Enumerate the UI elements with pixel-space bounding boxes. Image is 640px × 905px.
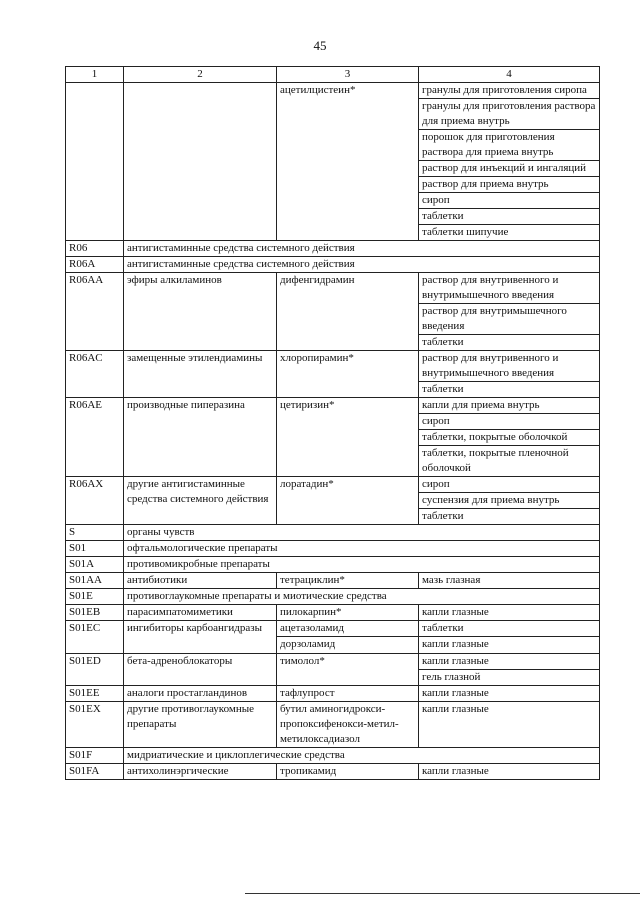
drug-name: лоратадин* (280, 478, 334, 490)
drug-forms (419, 83, 599, 240)
dosage-form: капли глазные (422, 703, 489, 715)
table-row (66, 702, 600, 748)
drug-list (277, 764, 418, 779)
dosage-form: раствор для приема внутрь (419, 176, 599, 192)
table-row (66, 573, 600, 589)
table-row (66, 257, 600, 273)
atc-code-cell: R06AA (66, 273, 124, 351)
drug-list (277, 398, 418, 476)
dosage-form: таблетки (419, 334, 599, 350)
drug-forms (419, 764, 599, 779)
form-list (419, 83, 599, 240)
dosage-form: суспензия для приема внутрь (419, 492, 599, 508)
table-row (66, 557, 600, 573)
table-row (66, 477, 600, 525)
dosage-form: таблетки (419, 208, 599, 224)
form-list (419, 273, 599, 350)
column-number-4: 4 (419, 67, 600, 83)
table-row (66, 605, 600, 621)
drug-name: тетрациклин* (280, 574, 345, 586)
atc-code-cell: S01ED (66, 654, 124, 686)
drug-forms (419, 573, 599, 588)
atc-code-cell: S01FA (66, 764, 124, 780)
table-row (66, 654, 600, 686)
drug-forms (419, 273, 599, 350)
drug-forms (419, 702, 599, 747)
atc-code-cell: S01EC (66, 621, 124, 654)
group-name-cell: противоглаукомные препараты и миотические средства (124, 589, 600, 605)
dosage-form: таблетки шипучие (419, 224, 599, 240)
group-name-cell: антибиотики (124, 573, 277, 589)
drug-list (277, 654, 418, 685)
drug-name-cell (277, 654, 419, 686)
drug-name-cell (277, 686, 419, 702)
dosage-form: капли глазные (422, 687, 489, 699)
table-row (66, 764, 600, 780)
group-name-cell: офтальмологические препараты (124, 541, 600, 557)
drug-name: пилокарпин* (280, 606, 342, 618)
atc-code-cell: R06AX (66, 477, 124, 525)
dosage-form: капли глазные (422, 606, 489, 618)
drug-name-cell (277, 621, 419, 654)
drug-name-cell (277, 351, 419, 398)
dosage-form: таблетки (422, 622, 464, 634)
drug-list (277, 573, 418, 588)
dosage-form: капли глазные (422, 655, 489, 667)
drug-forms (419, 636, 599, 653)
drug-forms (419, 605, 599, 620)
group-name-cell: антигистаминные средства системного действия (124, 241, 600, 257)
drug-forms (419, 621, 599, 636)
drug-table-body (66, 67, 600, 780)
atc-code-cell: S01 (66, 541, 124, 557)
dosage-form: таблетки, покрытые оболочкой (419, 429, 599, 445)
dosage-forms-cell (419, 621, 600, 654)
dosage-form: таблетки (419, 381, 599, 397)
drug-name: дифенгидрамин (280, 274, 355, 286)
form-list (419, 477, 599, 524)
group-name-cell: аналоги простагландинов (124, 686, 277, 702)
dosage-forms-cell (419, 654, 600, 686)
page-number: 45 (313, 38, 327, 53)
table-row (66, 686, 600, 702)
dosage-forms-cell (419, 702, 600, 748)
drug-name-cell (277, 573, 419, 589)
table-row (66, 273, 600, 351)
dosage-forms-cell (419, 83, 600, 241)
table-row (66, 83, 600, 241)
drug-name-cell (277, 398, 419, 477)
group-name-cell: парасимпатомиметики (124, 605, 277, 621)
column-number-row (66, 67, 600, 83)
table-row (66, 748, 600, 764)
atc-code-cell: S01E (66, 589, 124, 605)
drug-name-cell (277, 83, 419, 241)
drug-forms (419, 686, 599, 701)
dosage-form: таблетки, покрытые пленочной оболочкой (419, 445, 599, 476)
dosage-form: капли глазные (422, 765, 489, 777)
drug-list (277, 605, 418, 620)
dosage-forms-cell (419, 764, 600, 780)
group-name-cell: производные пиперазина (124, 398, 277, 477)
form-list (419, 621, 599, 653)
drug-name: тимолол* (280, 655, 325, 667)
drug-name-cell (277, 477, 419, 525)
dosage-form: раствор для инъекций и ингаляций (419, 160, 599, 176)
dosage-form: сироп (419, 192, 599, 208)
drug-name: тропикамид (280, 765, 337, 777)
form-list (419, 686, 599, 701)
dosage-form: раствор для внутримышечного введения (419, 303, 599, 334)
table-row (66, 398, 600, 477)
form-list (419, 398, 599, 476)
table-row (66, 241, 600, 257)
form-list (419, 654, 599, 685)
group-name-cell: бета-адреноблокаторы (124, 654, 277, 686)
atc-code-cell (66, 83, 124, 241)
table-row (66, 351, 600, 398)
group-name-cell: органы чувств (124, 525, 600, 541)
drug-name: дорзоламид (277, 636, 418, 653)
group-name-cell: другие антигистаминные средства системного действия (124, 477, 277, 525)
table-row (66, 621, 600, 654)
drug-name-cell (277, 605, 419, 621)
group-name-cell: другие противоглаукомные препараты (124, 702, 277, 748)
column-number-1: 1 (66, 67, 124, 83)
drug-table (65, 66, 600, 780)
dosage-form: гель глазной (419, 669, 599, 685)
form-list (419, 573, 599, 588)
drug-name: ацетазоламид (280, 622, 344, 634)
dosage-form: гранулы для приготовления раствора для приема внутрь (419, 98, 599, 129)
drug-list (277, 477, 418, 524)
dosage-form: гранулы для приготовления сиропа (422, 84, 587, 96)
drug-list (277, 83, 418, 240)
atc-code-cell: R06AC (66, 351, 124, 398)
drug-list (277, 351, 418, 397)
drug-name-cell (277, 273, 419, 351)
atc-code-cell: R06 (66, 241, 124, 257)
group-name-cell: эфиры алкиламинов (124, 273, 277, 351)
atc-code-cell: S01EX (66, 702, 124, 748)
group-name-cell: противомикробные препараты (124, 557, 600, 573)
dosage-form: раствор для внутривенного и внутримышечного введения (422, 274, 559, 301)
atc-code-cell: S01F (66, 748, 124, 764)
dosage-forms-cell (419, 573, 600, 589)
atc-code-cell: S01EE (66, 686, 124, 702)
table-row (66, 541, 600, 557)
table-row (66, 589, 600, 605)
drug-forms (419, 477, 599, 524)
dosage-forms-cell (419, 686, 600, 702)
dosage-forms-cell (419, 351, 600, 398)
dosage-form: сироп (422, 478, 450, 490)
atc-code-cell: R06AE (66, 398, 124, 477)
bottom-rule (245, 893, 640, 894)
group-name-cell: антигистаминные средства системного действия (124, 257, 600, 273)
drug-list (277, 621, 418, 653)
atc-code-cell: S01AA (66, 573, 124, 589)
column-number-2: 2 (124, 67, 277, 83)
dosage-form: капли глазные (422, 638, 489, 650)
atc-code-cell: S01A (66, 557, 124, 573)
atc-code-cell: S01EB (66, 605, 124, 621)
drug-forms (419, 398, 599, 476)
drug-name: хлоропирамин* (280, 352, 354, 364)
dosage-form: сироп (419, 413, 599, 429)
drug-name-cell (277, 702, 419, 748)
drug-name: бутил аминогидрокси-пропоксифенокси-метил-метилоксадиазол (280, 703, 399, 745)
group-name-cell: замещенные этилендиамины (124, 351, 277, 398)
group-name-cell: антихолинэргические (124, 764, 277, 780)
atc-code-cell: S (66, 525, 124, 541)
form-list (419, 351, 599, 397)
column-number-3: 3 (277, 67, 419, 83)
dosage-forms-cell (419, 273, 600, 351)
group-name-cell: мидриатические и циклоплегические средства (124, 748, 600, 764)
drug-list (277, 273, 418, 350)
drug-name: ацетилцистеин* (280, 84, 356, 96)
dosage-forms-cell (419, 605, 600, 621)
form-list (419, 764, 599, 779)
form-list (419, 702, 599, 747)
form-list (419, 605, 599, 620)
drug-list (277, 702, 418, 747)
group-name-cell (124, 83, 277, 241)
drug-list (277, 686, 418, 701)
drug-forms (419, 654, 599, 685)
drug-name: цетиризин* (280, 399, 335, 411)
dosage-form: таблетки (419, 508, 599, 524)
atc-code-cell: R06A (66, 257, 124, 273)
drug-name-cell (277, 764, 419, 780)
dosage-form: капли для приема внутрь (422, 399, 540, 411)
dosage-form: раствор для внутривенного и внутримышечного введения (422, 352, 559, 379)
dosage-form: порошок для приготовления раствора для приема внутрь (419, 129, 599, 160)
dosage-forms-cell (419, 398, 600, 477)
drug-name: тафлупрост (280, 687, 335, 699)
drug-forms (419, 351, 599, 397)
dosage-form: мазь глазная (422, 574, 481, 586)
dosage-forms-cell (419, 477, 600, 525)
table-row (66, 525, 600, 541)
group-name-cell: ингибиторы карбоангидразы (124, 621, 277, 654)
